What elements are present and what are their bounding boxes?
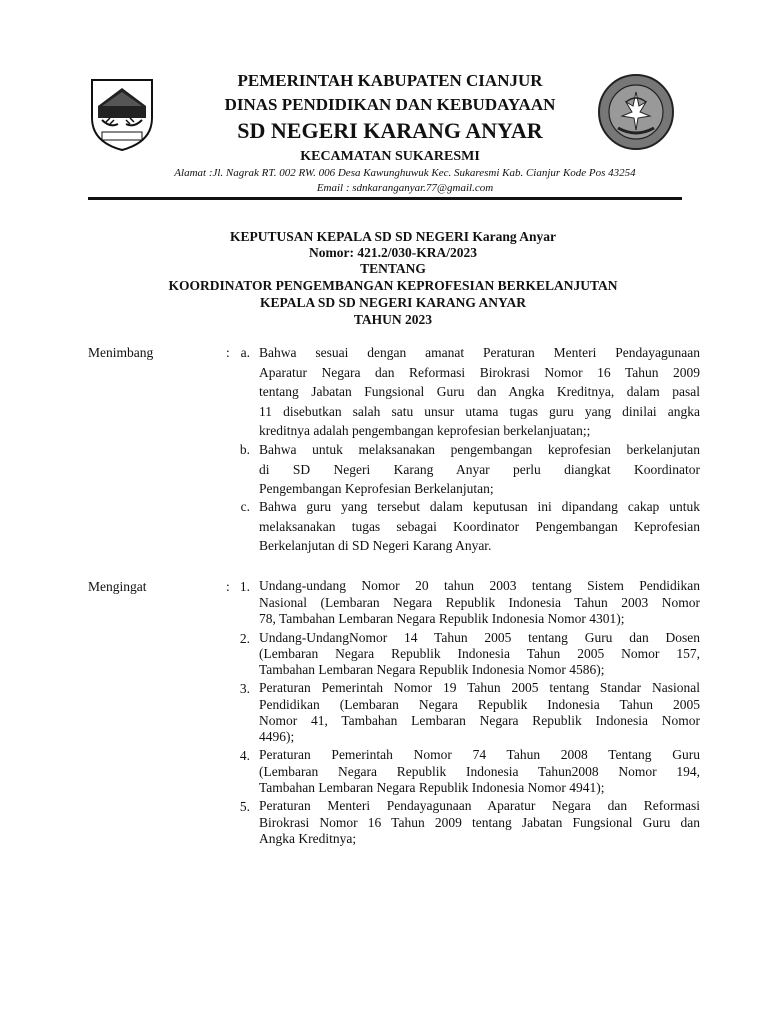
mengingat-label: Mengingat [88,579,147,594]
school-address: Alamat :Jl. Nagrak RT. 002 RW. 006 Desa Kawunghuwuk Kec. Sukaresmi Kab. Cianjur Kode Pos 43254 [174,167,636,179]
menimbang-item-line: di SD Negeri Karang Anyar perlu diangkat Koordinator [259,462,700,477]
menimbang-item-line: Bahwa sesuai dengan amanat Peraturan Menteri Pendayagunaan [259,345,700,360]
decree-title: KEPUTUSAN KEPALA SD SD NEGERI Karang Anyar [229,229,557,244]
letterhead-divider [88,197,682,200]
menimbang-item-line: Pengembangan Keprofesian Berkelanjutan; [259,481,494,496]
menimbang-item-line: Bahwa guru yang tersebut dalam keputusan ini dipandang cakap untuk [259,499,700,514]
mengingat-item-line: Undang-UndangNomor 14 Tahun 2005 tentang Guru dan Dosen [259,630,700,645]
menimbang-item-line: 11 disebutkan salah satu unsur utama tugas guru yang dinilai angka [259,404,700,419]
school-email: Email : sdnkaranganyar.77@gmail.com [316,182,494,194]
menimbang-label: Menimbang [88,345,154,360]
mengingat-item-line: Pendidikan (Lembaran Negara Republik Indonesia Tahun 2005 [259,697,700,712]
mengingat-item-line: Peraturan Pemerintah Nomor 74 Tahun 2008 Tentang Guru [259,747,700,762]
menimbang-item-line: kreditnya adalah pengembangan keprofesian berkelanjuatan;; [259,423,591,438]
menimbang-item-line: Bahwa untuk melaksanakan pengembangan keprofesian berkelanjutan [259,442,700,457]
mengingat-item-mark: 1. [239,579,250,594]
mengingat-item-line: (Lembaran Negara Republik Indonesia Tahun 2005 Nomor 157, [259,646,700,661]
mengingat-item-line: Peraturan Pemerintah Nomor 19 Tahun 2005 tentang Standar Nasional [259,680,700,695]
header-line-1: PEMERINTAH KABUPATEN CIANJUR [237,71,543,90]
school-name: SD NEGERI KARANG ANYAR [237,118,543,143]
mengingat-item-line: Nasional (Lembaran Negara Republik Indonesia Tahun 2003 Nomor [259,595,700,610]
mengingat-colon: : [226,579,230,594]
menimbang-item-mark: a. [240,345,250,360]
menimbang-item-line: Aparatur Negara dan Reformasi Birokrasi Nomor 16 Tahun 2009 [259,365,700,380]
mengingat-item-mark: 5. [239,799,250,814]
mengingat-item-line: Peraturan Menteri Pendayagunaan Aparatur Negara dan Reformasi [259,798,700,813]
decree-issuer: KEPALA SD SD NEGERI KARANG ANYAR [260,295,526,310]
mengingat-item-mark: 2. [239,631,250,646]
menimbang-item-line: melaksanakan tugas sebagai Koordinator Pengembangan Keprofesian [259,519,700,534]
mengingat-item-line: Undang-undang Nomor 20 tahun 2003 tentang Sistem Pendidikan [259,578,700,593]
mengingat-item-mark: 3. [239,681,250,696]
mengingat-item-line: Angka Kreditnya; [259,831,357,846]
menimbang-item-line: tentang Jabatan Fungsional Guru dan Angka Kreditnya, dalam pasal [259,384,700,399]
mengingat-item-line: (Lembaran Negara Republik Indonesia Tahun2008 Nomor 194, [259,764,700,779]
mengingat-item-line: Tambahan Lembaran Negara Republik Indonesia Nomor 4941); [259,780,605,795]
menimbang-item-mark: c. [240,499,250,514]
mengingat-item-mark: 4. [239,748,250,763]
kabupaten-logo [88,76,156,152]
header-line-2: DINAS PENDIDIKAN DAN KEBUDAYAAN [224,95,556,114]
mengingat-item-line: Birokrasi Nomor 16 Tahun 2009 tentang Jabatan Fungsional Guru dan [259,815,700,830]
decree-year: TAHUN 2023 [353,312,433,327]
decree-about: TENTANG [360,261,426,276]
mengingat-item-line: Nomor 41, Tambahan Lembaran Negara Republik Indonesia Nomor [259,713,700,728]
mengingat-item-line: Tambahan Lembaran Negara Republik Indonesia Nomor 4586); [259,662,605,677]
menimbang-colon: : [226,345,230,360]
menimbang-item-line: Berkelanjutan di SD Negeri Karang Anyar. [259,538,492,553]
decree-number: Nomor: 421.2/030-KRA/2023 [309,245,477,260]
mengingat-item-line: 78, Tambahan Lembaran Negara Republik Indonesia Nomor 4301); [259,611,625,626]
mengingat-item-line: 4496); [259,729,295,744]
district-name: KECAMATAN SUKARESMI [300,149,480,164]
decree-subject: KOORDINATOR PENGEMBANGAN KEPROFESIAN BERKELANJUTAN [168,278,618,293]
menimbang-item-mark: b. [239,442,250,457]
